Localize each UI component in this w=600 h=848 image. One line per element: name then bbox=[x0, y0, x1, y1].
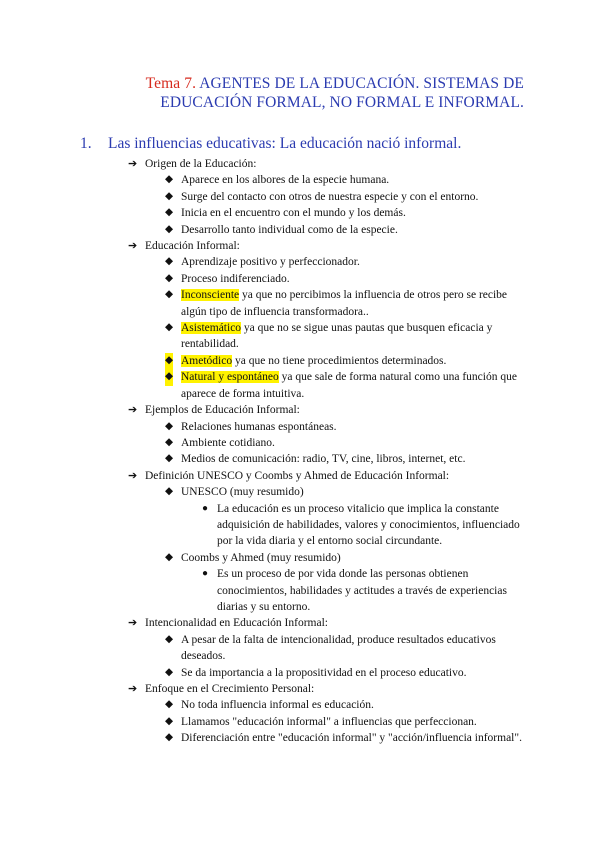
diamond-bullet-icon: ◆ bbox=[165, 207, 174, 219]
diamond-bullet-icon: ◆ bbox=[165, 420, 174, 432]
bullet-definicion: ➔ Definición UNESCO y Coombs y Ahmed de Educación Informal: bbox=[0, 468, 600, 484]
sub-list-item: ● Es un proceso de por vida donde las personas obtienen conocimientos, habilidades y actitudes a través de experiencias diarias y su entorno. bbox=[202, 568, 507, 613]
diamond-bullet-icon: ◆ bbox=[165, 289, 174, 301]
diamond-bullet-icon: ◆ bbox=[165, 715, 174, 727]
list-item: ◆ Inconsciente ya que no percibimos la influencia de otros pero se recibe algún tipo de influencia transformadora.. bbox=[165, 289, 508, 318]
sub-list-item: ● La educación es un proceso vitalicio que implica la constante adquisición de habilidades, valores y conocimientos, influenciado por la vida diaria y el entorno social circundante. bbox=[202, 502, 520, 548]
list-item: ◆ Inicia en el encuentro con el mundo y los demás. bbox=[0, 205, 600, 221]
diamond-bullet-icon: ◆ bbox=[165, 666, 174, 678]
diamond-bullet-icon: ◆ bbox=[165, 369, 173, 385]
highlight-ametodico: Ametódico bbox=[181, 354, 233, 367]
highlight-asistematico: Asistemático bbox=[181, 322, 242, 335]
highlight-natural: Natural y espontáneo bbox=[181, 371, 279, 384]
section-heading bbox=[80, 135, 461, 153]
list-item: ◆ Desarrollo tanto individual como de la especie. bbox=[0, 222, 600, 238]
list-item: ◆ A pesar de la falta de intencionalidad, produce resultados educativos deseados. bbox=[165, 633, 496, 663]
list-item: ◆ Coombs y Ahmed (muy resumido) bbox=[0, 550, 600, 566]
section-heading-text: Las influencias educativas: La educación nació informal. bbox=[108, 135, 462, 152]
diamond-bullet-icon: ◆ bbox=[165, 633, 174, 645]
list-item: ◆ Proceso indiferenciado. bbox=[0, 271, 600, 287]
document-title bbox=[120, 74, 524, 112]
bullet-educacion-informal: ➔ Educación Informal: bbox=[0, 238, 600, 254]
arrow-bullet-icon: ➔ bbox=[128, 617, 138, 630]
list-item: ◆ Aprendizaje positivo y perfeccionador. bbox=[0, 254, 600, 270]
tema-number: Tema 7. bbox=[145, 75, 197, 92]
list-item: ◆ Relaciones humanas espontáneas. bbox=[0, 419, 600, 435]
list-item: ◆ Diferenciación entre "educación informal" y "acción/influencia informal". bbox=[0, 730, 600, 746]
title-line-1: AGENTES DE LA EDUCACIÓN. SISTEMAS DE bbox=[196, 75, 524, 92]
diamond-bullet-icon: ◆ bbox=[165, 256, 174, 268]
bullet-enfoque: ➔ Enfoque en el Crecimiento Personal: bbox=[0, 681, 600, 697]
document-body bbox=[0, 156, 600, 747]
diamond-bullet-icon: ◆ bbox=[165, 732, 174, 744]
list-item: ◆ Llamamos "educación informal" a influencias que perfeccionan. bbox=[0, 714, 600, 730]
diamond-bullet-icon: ◆ bbox=[165, 190, 174, 202]
title-line-2: EDUCACIÓN FORMAL, NO FORMAL E INFORMAL. bbox=[160, 94, 524, 111]
list-item: ◆ Se da importancia a la propositividad en el proceso educativo. bbox=[0, 665, 600, 681]
highlight-inconsciente: Inconsciente bbox=[181, 289, 240, 302]
list-item: ◆ Ametódico ya que no tiene procedimientos determinados. bbox=[0, 353, 600, 369]
diamond-bullet-icon: ◆ bbox=[165, 436, 174, 448]
arrow-bullet-icon: ➔ bbox=[128, 240, 138, 253]
circle-bullet-icon: ● bbox=[202, 502, 209, 514]
diamond-bullet-icon: ◆ bbox=[165, 699, 174, 711]
list-item: ◆ No toda influencia informal es educación. bbox=[0, 697, 600, 713]
list-item: ◆ Aparece en los albores de la especie humana. bbox=[0, 172, 600, 188]
arrow-bullet-icon: ➔ bbox=[128, 158, 138, 170]
diamond-bullet-icon: ◆ bbox=[165, 272, 174, 284]
list-item: ◆ UNESCO (muy resumido) bbox=[0, 484, 600, 500]
list-item: ◆ Natural y espontáneo ya que sale de forma natural como una función que aparece de forma intuitiva. bbox=[165, 371, 517, 400]
list-item: ◆ Asistemático ya que no se sigue unas pautas que busquen eficacia y rentabilidad. bbox=[165, 322, 493, 351]
bullet-origen: ➔ Origen de la Educación: bbox=[0, 156, 600, 172]
diamond-bullet-icon: ◆ bbox=[165, 551, 174, 563]
bullet-intencionalidad: ➔ Intencionalidad en Educación Informal: bbox=[0, 615, 600, 631]
arrow-bullet-icon: ➔ bbox=[128, 469, 138, 482]
arrow-bullet-icon: ➔ bbox=[128, 404, 138, 417]
list-item: ◆ Medios de comunicación: radio, TV, cine, libros, internet, etc. bbox=[0, 451, 600, 467]
diamond-bullet-icon: ◆ bbox=[165, 174, 174, 186]
diamond-bullet-icon: ◆ bbox=[165, 322, 174, 334]
bullet-ejemplos: ➔ Ejemplos de Educación Informal: bbox=[0, 402, 600, 418]
diamond-bullet-icon: ◆ bbox=[165, 453, 174, 465]
diamond-bullet-icon: ◆ bbox=[165, 353, 173, 369]
arrow-bullet-icon: ➔ bbox=[128, 683, 138, 695]
circle-bullet-icon: ● bbox=[202, 568, 209, 580]
list-item: ◆ Surge del contacto con otros de nuestra especie y con el entorno. bbox=[0, 189, 600, 205]
list-item: ◆ Ambiente cotidiano. bbox=[0, 435, 600, 451]
diamond-bullet-icon: ◆ bbox=[165, 223, 174, 235]
diamond-bullet-icon: ◆ bbox=[165, 486, 174, 498]
section-number: 1. bbox=[80, 135, 92, 152]
